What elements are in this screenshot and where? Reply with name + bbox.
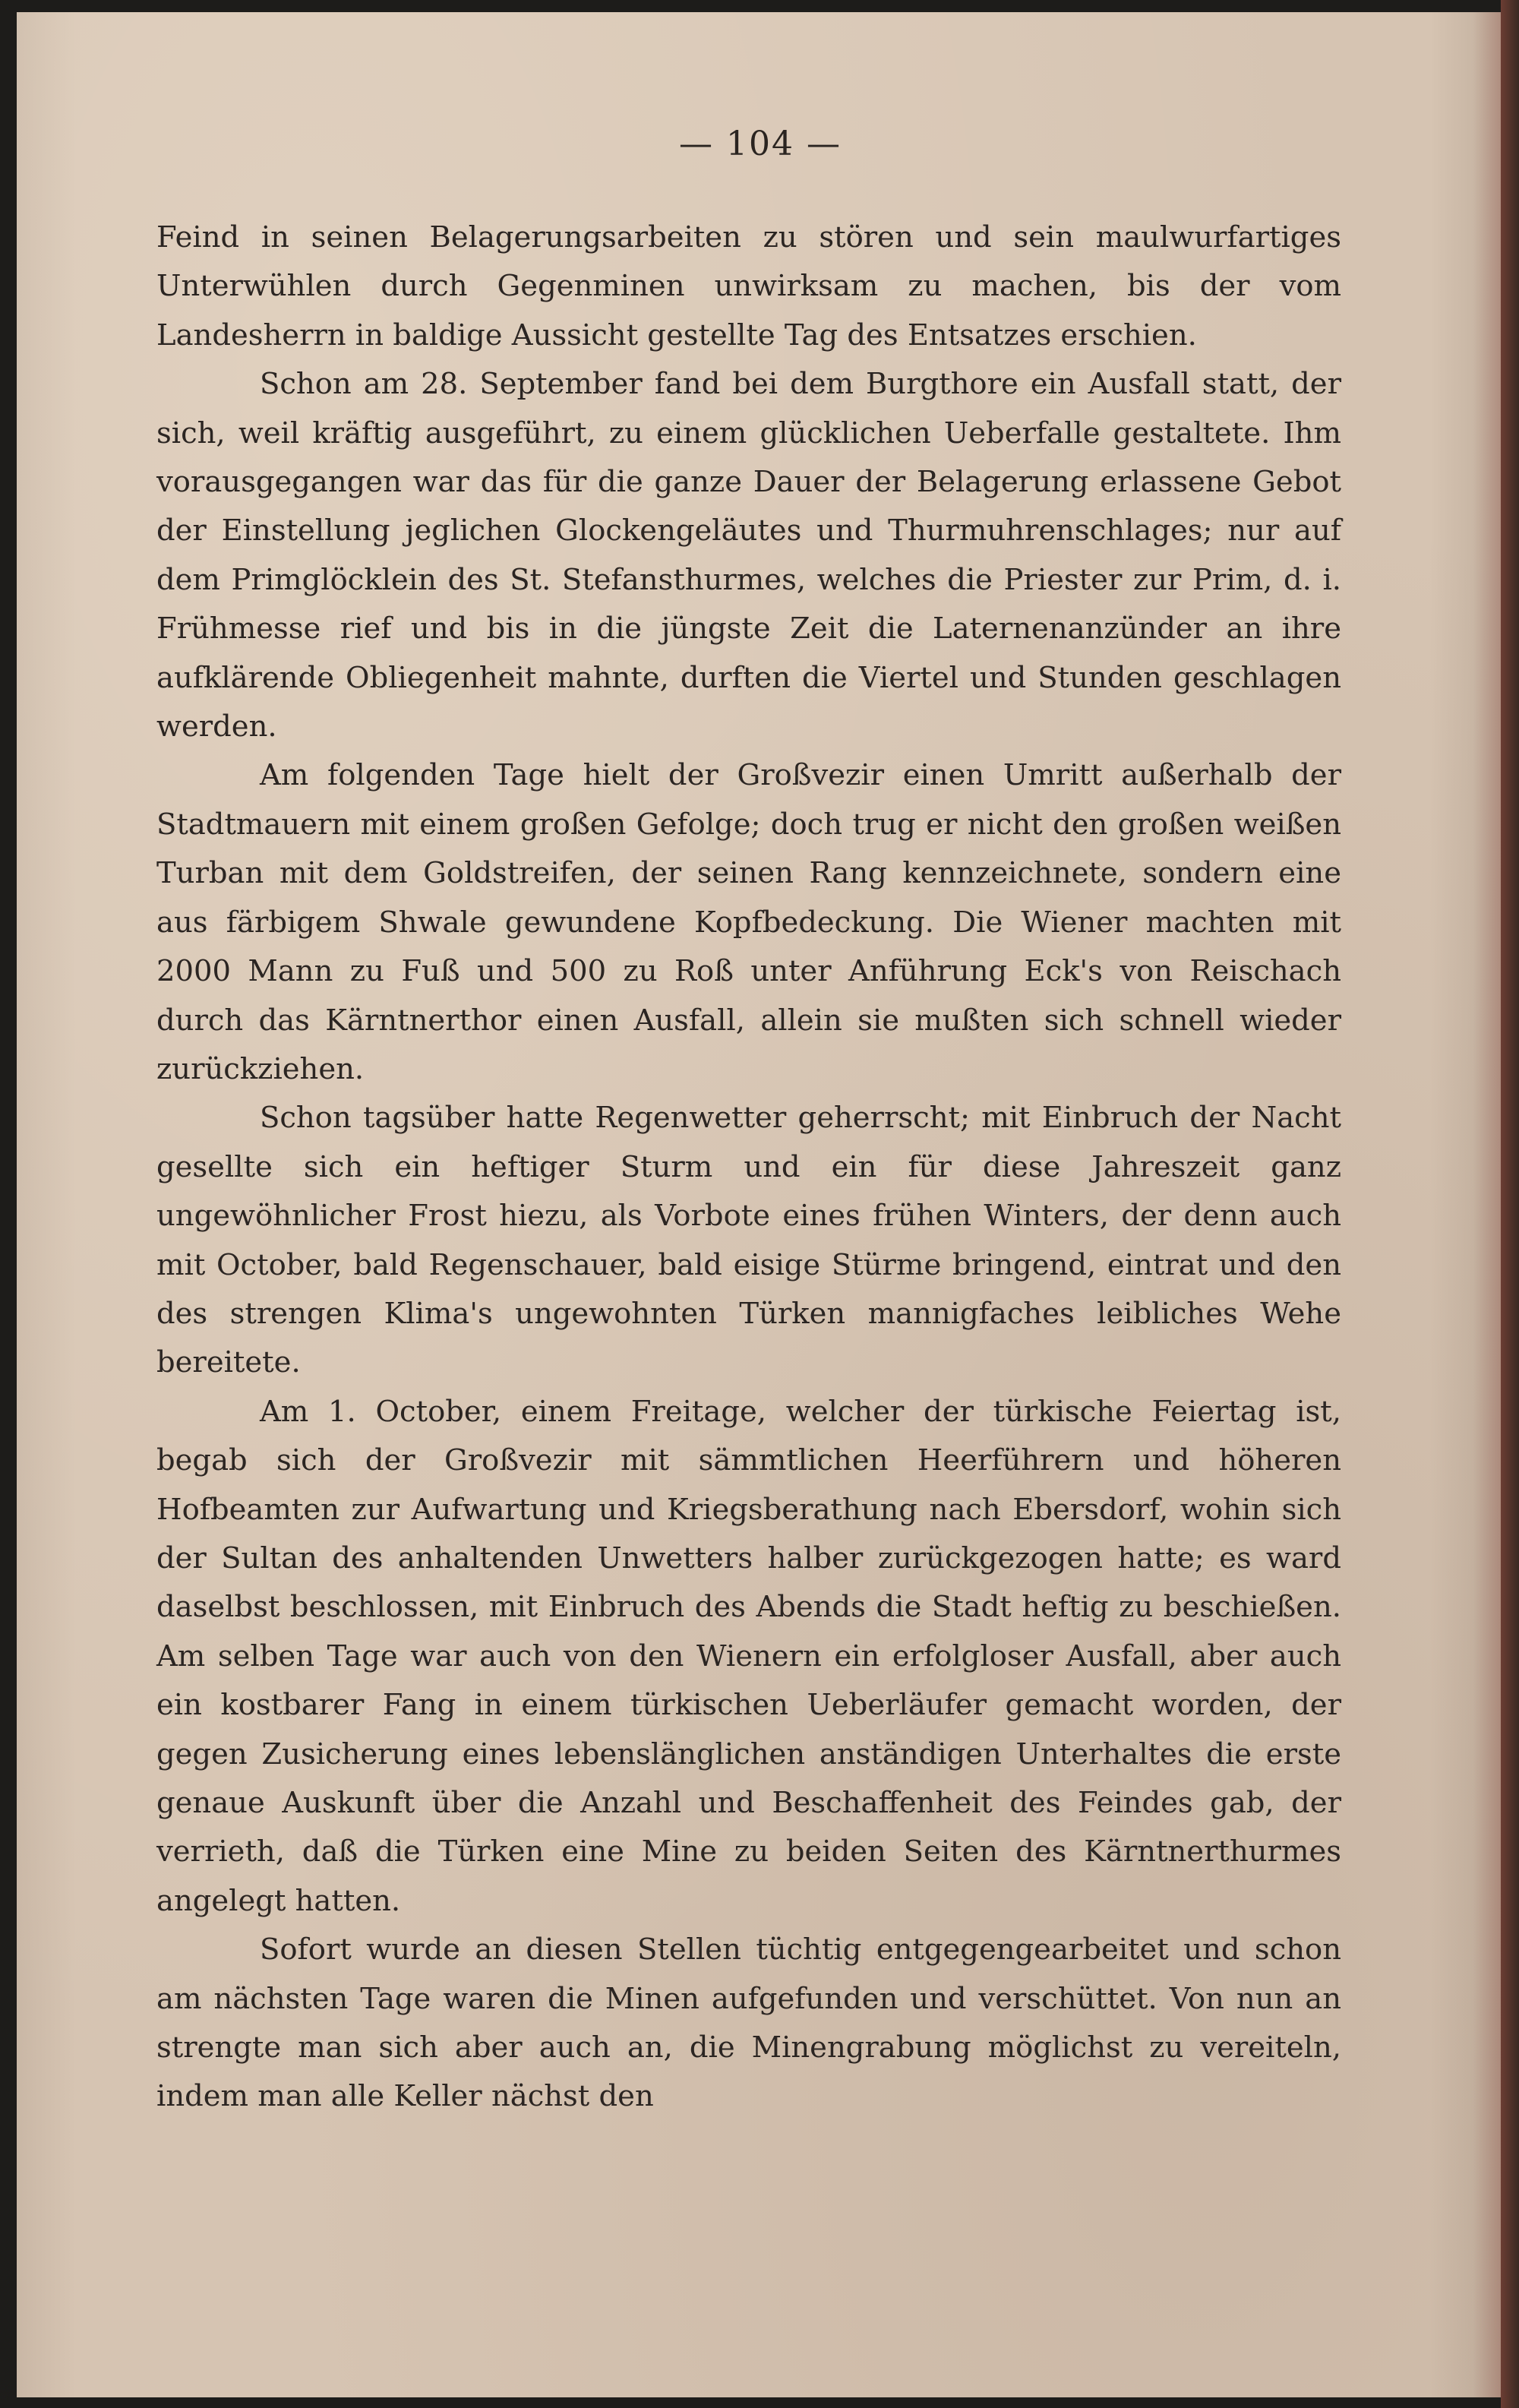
- paragraph-5: Am 1. October, einem Freitage, welcher der türkische Feiertag ist, begab sich der Großvezir mit sämmtlichen Heerführern und höheren Hofbeamten zur Aufwartung und Kriegsberathung nach Ebersdorf, wohin sich der Sultan des anhaltenden Unwetters halber zurückgezogen hatte; es ward daselbst beschlossen, mit Einbruch des Abends die Stadt heftig zu beschießen. Am selben Tage war auch von den Wienern ein erfolgloser Ausfall, aber auch ein kostbarer Fang in einem türkischen Ueberläufer gemacht worden, der gegen Zusicherung eines lebenslänglichen anständigen Unterhaltes die erste genaue Auskunft über die Anzahl und Beschaffenheit des Feindes gab, der verrieth, daß die Türken eine Mine zu beiden Seiten des Kärntnerthurmes angelegt hatten.: [156, 1394, 1341, 1918]
- paragraph-1: Feind in seinen Belagerungsarbeiten zu stören und sein maulwurfartiges Unterwühlen durch Gegenminen unwirksam zu machen, bis der vom Landesherrn in baldige Aussicht gestellte Tag des Entsatzes erschien.: [156, 220, 1341, 352]
- paragraph-3: Am folgenden Tage hielt der Großvezir einen Umritt außerhalb der Stadtmauern mit einem großen Gefolge; doch trug er nicht den großen weißen Turban mit dem Goldstreifen, der seinen Rang kennzeichnete, sondern eine aus färbigem Shwale gewundene Kopfbedeckung. Die Wiener machten mit 2000 Mann zu Fuß und 500 zu Roß unter Anführung Eck's von Reischach durch das Kärntnerthor einen Ausfall, allein sie mußten sich schnell wieder zurückziehen.: [156, 758, 1341, 1086]
- book-page: [17, 12, 1504, 2397]
- paragraph-4: Schon tagsüber hatte Regenwetter geherrscht; mit Einbruch der Nacht gesellte sich ein heftiger Sturm und ein für diese Jahreszeit ganz ungewöhnlicher Frost hiezu, als Vorbote eines frühen Winters, der denn auch mit October, bald Regenschauer, bald eisige Stürme bringend, eintrat und den des strengen Klima's ungewohnten Türken mannigfaches leibliches Wehe bereitete.: [156, 1101, 1341, 1380]
- book-spine-edge: [1501, 0, 1519, 2408]
- paragraph-2: Schon am 28. September fand bei dem Burgthore ein Ausfall statt, der sich, weil kräftig ausgeführt, zu einem glücklichen Ueberfalle gestaltete. Ihm vorausgegangen war das für die ganze Dauer der Belagerung erlassene Gebot der Einstellung jeglichen Glockengeläutes und Thurmuhrenschlages; nur auf dem Primglöcklein des St. Stefansthurmes, welches die Priester zur Prim, d. i. Frühmesse rief und bis in die jüngste Zeit die Laternenanzünder an ihre aufklärende Obliegenheit mahnte, durften die Viertel und Stunden geschlagen werden.: [156, 367, 1341, 744]
- paragraph-6: Sofort wurde an diesen Stellen tüchtig entgegengearbeitet und schon am nächsten Tage waren die Minen aufgefunden und verschüttet. Von nun an strengte man sich aber auch an, die Minengrabung möglichst zu vereiteln, indem man alle Keller nächst den: [156, 1932, 1341, 2114]
- body-text: [156, 213, 1341, 2122]
- page-gutter-shadow: [1473, 12, 1504, 2397]
- page-number: — 104 —: [679, 125, 842, 163]
